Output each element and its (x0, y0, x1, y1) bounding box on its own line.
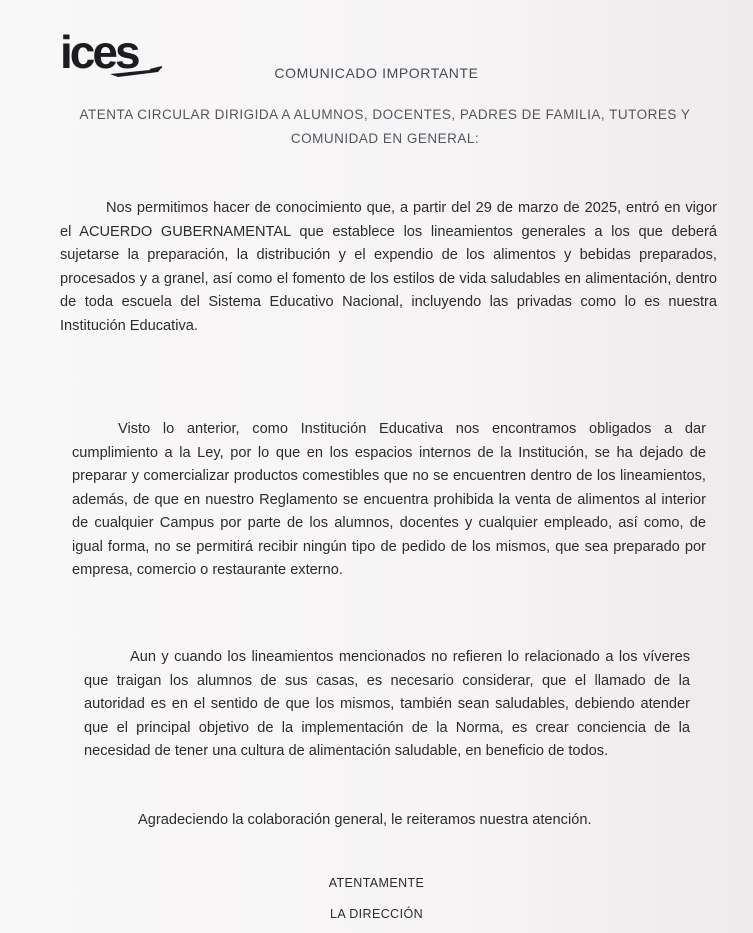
signature-line-1: ATENTAMENTE (328, 876, 425, 890)
paragraph-1: Nos permitimos hacer de conocimiento que, a partir del 29 de marzo de 2025, entró en vigor el ACUERDO GUBERNAMENTAL que establece los lineamientos generales a los que deberá sujetarse la preparación, la distribución y el expendio de los alimentos y bebidas preparados, procesados y a granel, así como el fomento de los estilos de vida saludables en alimentación, dentro de toda escuela del Sistema Educativo Nacional, incluyendo las privadas como lo es nuestra Institución Educativa. (60, 200, 717, 334)
page-title: COMUNICADO IMPORTANTE (274, 65, 479, 81)
closing-line: Agradeciendo la colaboración general, le reiteramos nuestra atención. (138, 812, 592, 828)
paragraph-3: Aun y cuando los lineamientos mencionados no refieren lo relacionado a los víveres que traigan los alumnos de sus casas, es necesario considerar, que el llamado de la autoridad es en el sentido de que los mismos, también sean saludables, debiendo atender que el principal objetivo de la implementación de la Norma, es crear conciencia de la necesidad de tener una cultura de alimentación saludable, en beneficio de todos. (84, 649, 690, 759)
signature-line-2: LA DIRECCIÓN (329, 907, 423, 921)
paragraph-2: Visto lo anterior, como Institución Educativa nos encontramos obligados a dar cumplimiento a la Ley, por lo que en los espacios internos de la Institución, se ha dejado de preparar y comercializar productos comestibles que no se encuentren dentro de los lineamientos, además, de que en nuestro Reglamento se encuentra prohibida la venta de alimentos al interior de cualquier Campus por parte de los alumnos, docentes y cualquier empleado, así como, de igual forma, no se permitirá recibir ningún tipo de pedido de los mismos, que sea preparado por empresa, comercio o restaurante externo. (72, 421, 706, 578)
circular-subtitle: ATENTA CIRCULAR DIRIGIDA A ALUMNOS, DOCENTES, PADRES DE FAMILIA, TUTORES Y COMUNIDAD EN GENERAL: (79, 107, 691, 146)
logo-text: ices (60, 28, 138, 78)
